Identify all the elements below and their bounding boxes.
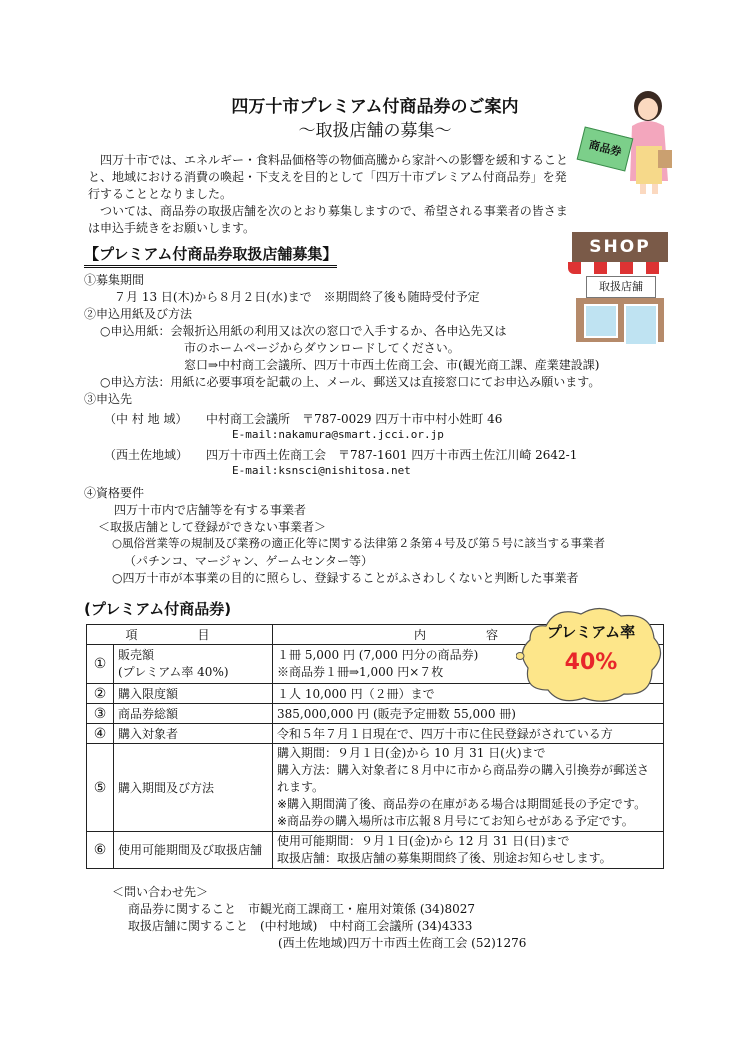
dest-email[interactable]: E-mail:nakamura@smart.jcci.or.jp [232,428,444,441]
row-item: 購入対象者 [114,724,273,744]
row-number: ③ [87,704,114,724]
row-content: 令和５年７月１日現在で、四万十市に住民登録がされている方 [273,724,664,744]
dest-email[interactable]: E-mail:ksnsci@nishitosa.net [232,464,411,477]
contact-heading: ＜問い合わせ先＞ [112,885,209,899]
dest-area: （中 村 地 域） [104,412,188,426]
row-content: １人 10,000 円（２冊）まで [273,684,664,704]
shop-awning [568,262,672,274]
row-content: 購入期間：９月１日(金)から 10 月 31 日(火)まで 購入方法：購入対象者に８月中に市から商品券の購入引換券が郵送されます。 ※購入期間満了後、商品券の在庫がある場合は期間延長の予定です。 ※商品券の購入場所は市広報８月号にてお知らせがある予定です。 [273,744,664,832]
period-heading: ①募集期間 [84,273,145,287]
table-row [87,704,664,724]
shop-door [624,304,658,346]
row-number: ② [87,684,114,704]
row-number: ① [87,645,114,684]
qual-ng-item: ○風俗営業等の規制及び業務の適正化等に関する法律第２条第４号及び第５号に該当する事業者 [112,536,606,550]
dest-heading: ③申込先 [84,392,133,406]
page-title: 四万十市プレミアム付商品券のご案内 [231,97,519,117]
shop-illustration [572,232,668,342]
voucher-ticket-illustration: 商品券 [577,126,634,171]
row-item: 購入限度額 [114,684,273,704]
intro-paragraph: ついては、商品券の取扱店舗を次のとおり募集しますので、希望される事業者の皆さまは申込手続きをお願いします。 [88,204,568,235]
qual-ng-item: （パチンコ、マージャン、ゲームセンター等） [124,554,374,568]
row-item: 商品券総額 [114,704,273,724]
table-row [87,832,664,869]
form-line: 市のホームページからダウンロードしてください。 [184,341,460,355]
shop-window [584,304,618,338]
dest-area: （西土佐地域） [104,448,189,462]
row-number: ④ [87,724,114,744]
cloud-value: 40% [564,650,618,675]
column-header-item: 項 目 [87,625,273,645]
shop-board: 取扱店舗 [586,276,656,298]
row-content: 385,000,000 円 (販売予定冊数 55,000 冊) [273,704,664,724]
dest-org: 中村商工会議所 〒787-0029 四万十市中村小姓町 46 [206,412,503,426]
row-content: １冊 5,000 円 (7,000 円分の商品券) ※商品券１冊⇒1,000 円×７枚 [273,645,664,684]
form-line: 窓口⇒中村商工会議所、四万十市西土佐商工会、市(観光商工課、産業建設課) [184,358,600,372]
intro-text [88,152,568,237]
table-row [87,744,664,832]
row-content: 使用可能期間：９月１日(金)から 12 月 31 日(日)まで 取扱店舗：取扱店舗の募集期間終了後、別途お知らせします。 [273,832,664,869]
qual-ng-item: ○四万十市が本事業の目的に照らし、登録することがふさわしくないと判断した事業者 [112,571,579,585]
form-line: ○申込方法：用紙に必要事項を記載の上、メール、郵送又は直接窓口にてお申込み願います。 [100,375,601,389]
row-item: 購入期間及び方法 [114,744,273,832]
recruit-heading: 【プレミアム付商品券取扱店舗募集】 [84,243,337,268]
intro-paragraph: 四万十市では、エネルギー・食料品価格等の物価高騰から家計への影響を緩和することと、地域における消費の喚起・下支えを目的として「四万十市プレミアム付商品券」を発行することとなりました。 [88,153,569,201]
row-number: ⑤ [87,744,114,832]
period-text: ７月 13 日(木)から８月２日(水)まで ※期間終了後も随時受付予定 [114,290,480,304]
row-item: 販売額 (プレミアム率 40%) [114,645,273,684]
contact-line: (西土佐地域)四万十市西土佐商工会 (52)1276 [278,936,527,950]
form-line: ○申込用紙：会報折込用紙の利用又は次の窓口で入手するか、各申込先又は [100,324,507,338]
cloud-label: プレミアム率 [546,623,636,641]
row-number: ⑥ [87,832,114,869]
dest-org: 四万十市西土佐商工会 〒787-1601 四万十市西土佐江川崎 2642-1 [206,448,578,462]
contact-line: 取扱店舗に関すること (中村地域) 中村商工会議所 (34)4333 [128,919,473,933]
column-header-content: 内 容 [273,625,664,645]
page-subtitle: ～取扱店舗の募集～ [298,121,452,141]
shop-sign: SHOP [572,232,668,262]
row-item: 使用可能期間及び取扱店舗 [114,832,273,869]
qual-ng-heading: ＜取扱店舗として登録ができない事業者＞ [98,520,327,534]
qual-heading: ④資格要件 [84,486,145,500]
qual-text: 四万十市内で店舗等を有する事業者 [114,503,307,517]
contact-block [112,884,526,952]
voucher-heading: (プレミアム付商品券) [84,600,232,618]
table-row [87,724,664,744]
contact-line: 商品券に関すること 市観光商工課商工・雇用対策係 (34)8027 [128,902,475,916]
form-heading: ②申込用紙及び方法 [84,307,193,321]
